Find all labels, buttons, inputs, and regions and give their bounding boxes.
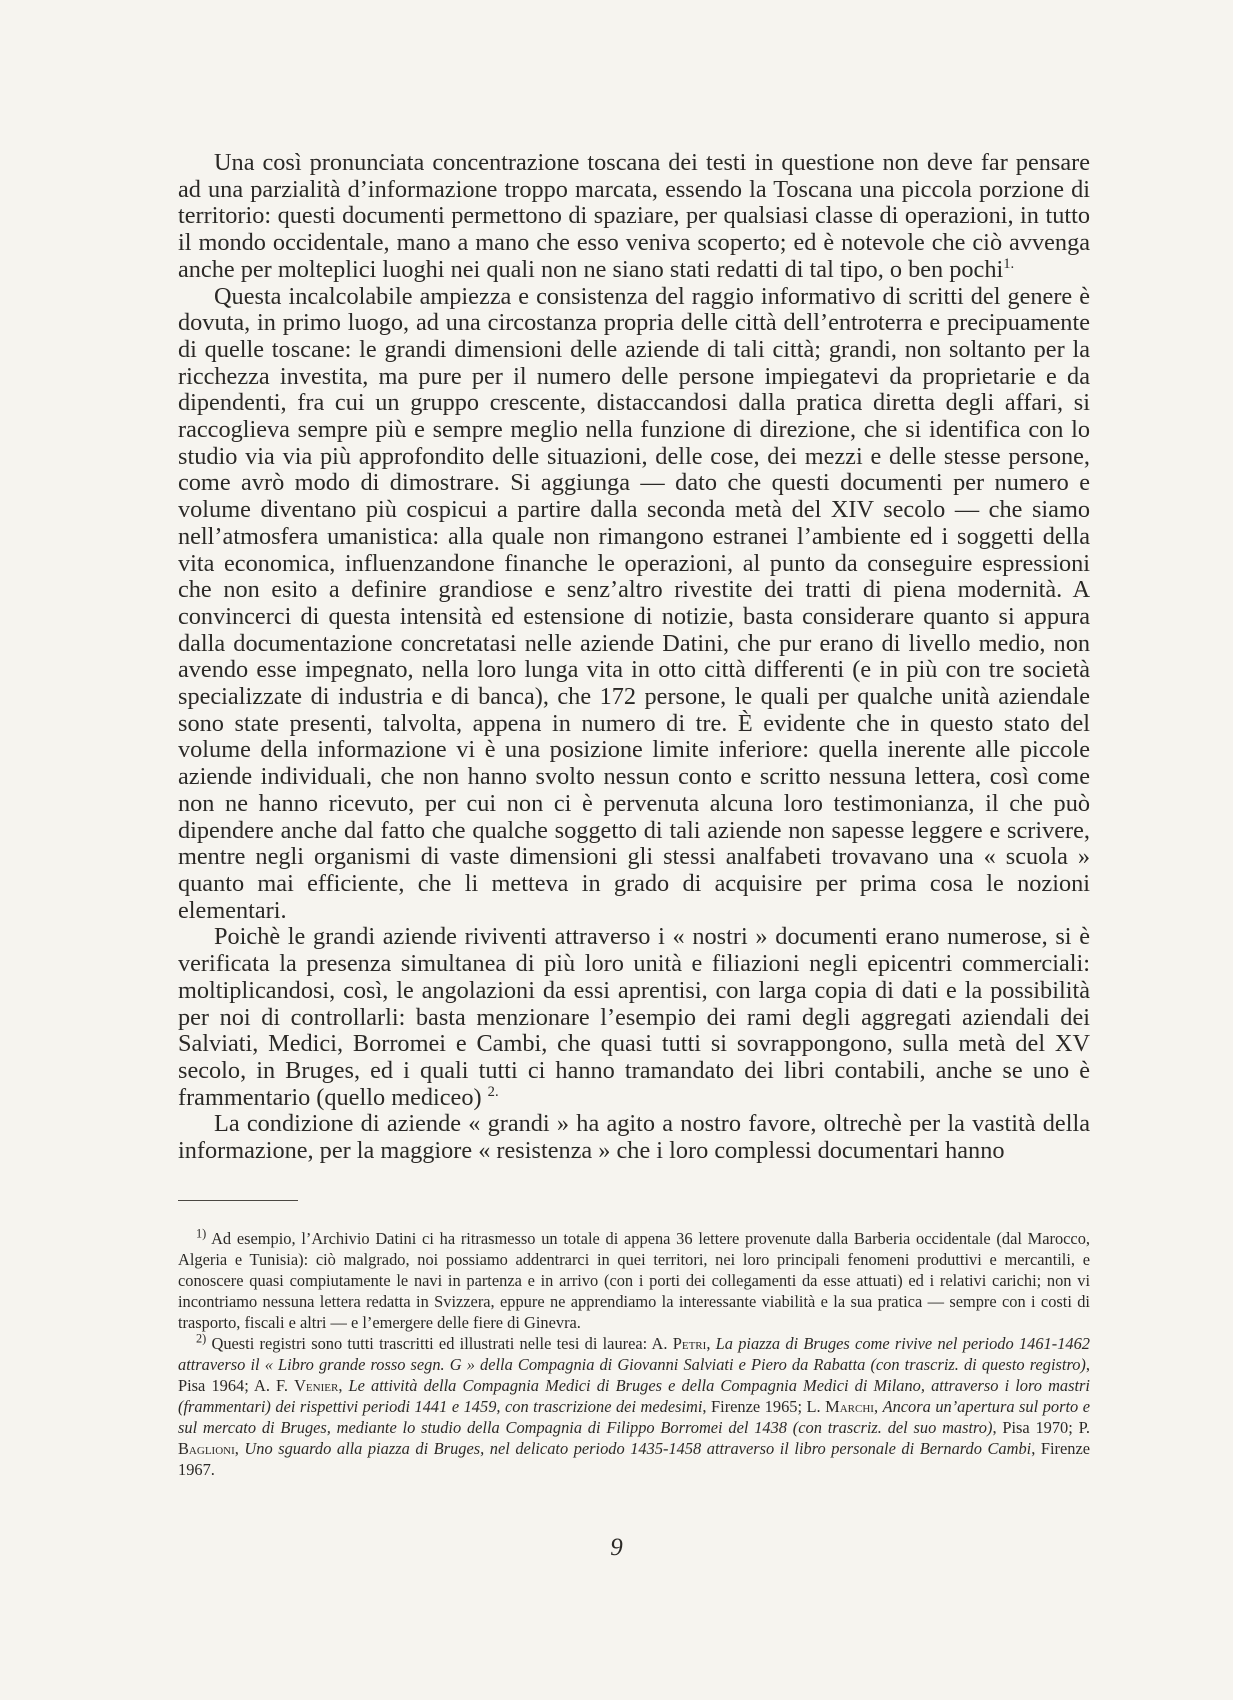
paragraph xyxy=(178,150,1090,284)
footnote-reference: 2. xyxy=(487,1083,499,1100)
footnote-reference: 1. xyxy=(1003,255,1015,272)
citation-title: Le attività della Compagnia Medici di Bruges e della Compagnia Medici di Milano, attraverso i loro mastri (frammentari) dei rispettivi periodi 1441 e 1459, con trascrizione dei medesimi xyxy=(178,1376,1090,1416)
paragraph-text: Questa incalcolabile ampiezza e consistenza del raggio informativo di scritti del genere è dovuta, in primo luogo, ad una circostanza propria delle città dell’entroterra e precipuamente di quelle toscane: le grandi dimensioni delle aziende di tali città; grandi, non soltanto per la ricchezza investita, ma pure per il numero delle persone impiegatevi da proprietarie e da dipendenti, fra cui un gruppo crescente, distaccandosi dalla pratica diretta degli affari, si raccoglieva sempre più e sempre meglio nella funzione di direzione, che si identifica con lo studio via via più approfondito delle situazioni, delle cose, dei mezzi e delle stesse persone, come avrò modo di dimostrare. Si aggiunga — dato che questi documenti per numero e volume diventano più cospicui a partire dalla seconda metà del XIV secolo — che siamo nell’atmosfera umanistica: alla quale non rimangono estranei l’ambiente ed i soggetti della vita economica, influenzandone finanche le operazioni, al punto da conseguire espressioni che non esito a definire grandiose e senz’altro rivestite dei tratti di piena modernità. A convincerci di questa intensità ed estensione di notizie, basta considerare quanto si appura dalla documentazione concretatasi nelle aziende Datini, che pur erano di livello medio, non avendo esse impegnato, nella loro lunga vita in otto città differenti (e in più con tre società specializzate di industria e di banca), che 172 persone, le quali per qualche unità aziendale sono state presenti, talvolta, appena in numero di tre. È evidente che in questo stato del volume della informazione vi è una posizione limite inferiore: quella inerente alle piccole aziende individuali, che non hanno svolto nessun conto e scritto nessuna lettera, così come non ne hanno ricevuto, per cui non ci è pervenuta alcuna loro testimonianza, il che può dipendere anche dal fatto che qualche soggetto di tali aziende non sapesse leggere e scrivere, mentre negli organismi di vaste dimensioni gli stessi analfabeti trovavano una « scuola » quanto mai efficiente, che li metteva in grado di acquisire per prima cosa le nozioni elementari. xyxy=(178,282,1090,924)
citation-title: Ancora un’apertura sul porto e sul mercato di Bruges, mediante lo studio della Compagnia di Filippo Borromei del 1438 (con trascriz. del suo mastro) xyxy=(178,1397,1090,1437)
footnote-text: Questi registri sono tutti trascritti ed illustrati nelle tesi di laurea: A. xyxy=(211,1334,668,1353)
citation-author: Marchi xyxy=(825,1397,874,1416)
footnote-marker: 2) xyxy=(196,1331,207,1346)
paragraph-text: Poichè le grandi aziende riviventi attraverso i « nostri » documenti erano numerose, si è verificata la presenza simultanea di più loro unità e filiazioni negli epicentri commerciali: moltiplicandosi, così, le angolazioni da essi aprentisi, con larga copia di dati e la possibilità per noi di controllarli: basta menzionare l’esempio dei rami degli aggregati aziendali dei Salviati, Medici, Borromei e Cambi, che quasi tutti si sovrappongono, sulla metà del XV secolo, in Bruges, ed i quali tutti ci hanno tramandato dei libri contabili, anche se uno è frammentario (quello mediceo) xyxy=(178,923,1090,1111)
citation-place: , Firenze 1965; L. xyxy=(702,1397,821,1416)
footnote-marker: 1) xyxy=(196,1226,207,1241)
paragraph-text: La condizione di aziende « grandi » ha agito a nostro favore, oltrechè per la vastità della informazione, per la maggiore « resistenza » che i loro complessi documentari hanno xyxy=(178,1110,1090,1165)
citation-author: Baglioni xyxy=(178,1439,235,1458)
footnotes xyxy=(178,1228,1090,1480)
page-number: 9 xyxy=(610,1534,623,1561)
paragraph xyxy=(178,1111,1090,1164)
citation-title: La piazza di Bruges come rivive nel periodo 1461-1462 attraverso il « Libro grande rosso segn. G » della Compagnia di Giovanni Salviati e Piero da Rabatta (con trascriz. di questo registro) xyxy=(178,1334,1090,1374)
citation-place: , Pisa 1964; A. F. xyxy=(178,1355,1090,1395)
footnote-separator xyxy=(178,1200,298,1201)
footnote-text: Ad esempio, l’Archivio Datini ci ha ritrasmesso un totale di appena 36 lettere provenute dalla Barberia occidentale (dal Marocco, Algeria e Tunisia): ciò malgrado, noi possiamo addentrarci in quei territori, nei loro principali fenomeni produttivi e mercantili, e conoscere quasi compiutamente le navi in partenza e in arrivo (con i porti dei collegamenti da esse attuati) ed i relativi carichi; non vi incontriamo nessuna lettera redatta in Svizzera, eppure ne apprendiamo la interessante viabilità e la sua pratica — sempre con i costi di trasporto, fiscali e altri — e l’emergere delle fiere di Ginevra. xyxy=(178,1229,1090,1332)
citation-place: , Firenze 1967. xyxy=(178,1439,1091,1479)
paragraph xyxy=(178,284,1090,925)
paragraph xyxy=(178,924,1090,1111)
citation-place: , Pisa 1970; P. xyxy=(992,1418,1090,1437)
paragraph-text: Una così pronunciata concentrazione toscana dei testi in questione non deve far pensare ad una parzialità d’informazione troppo marcata, essendo la Toscana una piccola porzione di territorio: questi documenti permettono di spaziare, per qualsiasi classe di operazioni, in tutto il mondo occidentale, mano a mano che esso veniva scoperto; ed è notevole che ciò avvenga anche per molteplici luoghi nei quali non ne siano stati redatti di tal tipo, o ben pochi xyxy=(178,149,1090,283)
body-text xyxy=(178,150,1090,1165)
citation-title: Uno sguardo alla piazza di Bruges, nel delicato periodo 1435-1458 attraverso il libro personale di Bernardo Cambi xyxy=(244,1439,1032,1458)
citation-author: Petri xyxy=(672,1334,707,1353)
footnote xyxy=(178,1228,1090,1333)
footnote: $^{2)}$ Questi registri sono tutti trascritti ed illustrati nelle tesi di laurea: A. Petri, La piazza di Bruges come rivive nel periodo 1461-1462 attraverso il « Libro grande rosso segn. G » della Compagnia di Giovanni Salviati e Piero da Rabatta (con trascriz. di questo registro), Pisa 1964; A. F. Venier, Le attività della Compagnia Medici di Bruges e della Compagnia Medici di Milano, attraverso i loro mastri (frammentari) dei rispettivi periodi 1441 e 1459, con trascrizione dei medesimi, Firenze 1965; L. Marchi, Ancora un’apertura sul porto e sul mercato di Bruges, mediante lo studio della Compagnia di Filippo Borromei del 1438 (con trascriz. del suo mastro), Pisa 1970; P. Baglioni, Uno sguardo alla piazza di Bruges, nel delicato periodo 1435-1458 attraverso il libro personale di Bernardo Cambi, Firenze 1967. xyxy=(178,1331,1091,1479)
citation-author: Venier xyxy=(294,1376,339,1395)
